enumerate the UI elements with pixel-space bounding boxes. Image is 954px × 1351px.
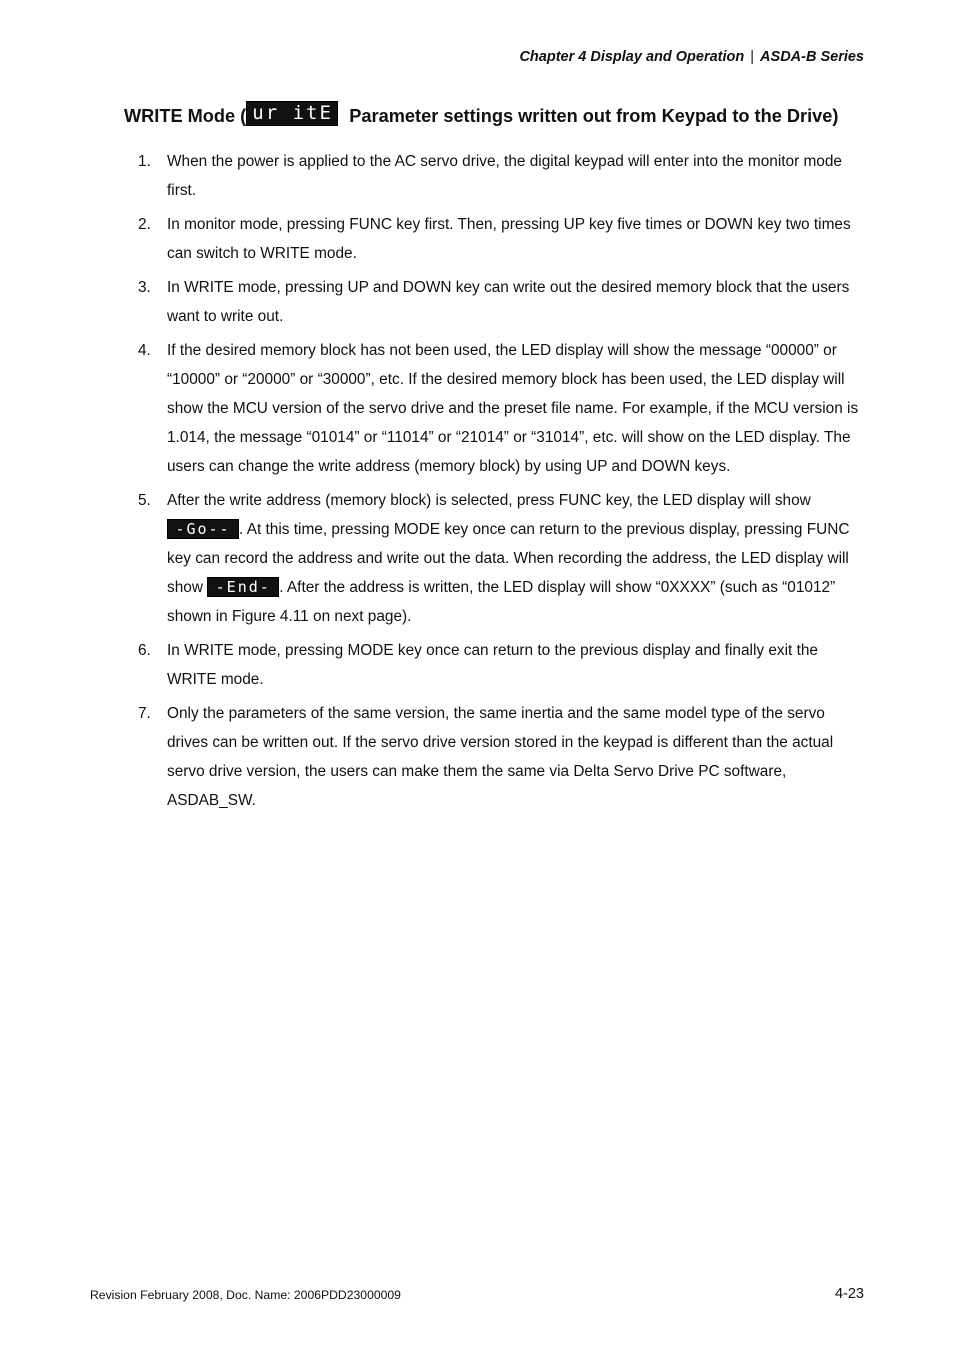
step-number: 6. [138,642,151,659]
list-item [124,699,866,815]
step-text: When the power is applied to the AC servo drive, the digital keypad will enter into the monitor mode first. [167,153,842,199]
step-text: In WRITE mode, pressing MODE key once can return to the previous display and finally exit the WRITE mode. [167,642,818,688]
step-number: 4. [138,342,151,359]
step-text: Only the parameters of the same version, the same inertia and the same model type of the servo drives can be written out. If the servo drive version stored in the keypad is different than the actual servo drive version, the users can make them the same via Delta Servo Drive PC software, ASDAB_SW. [167,705,834,809]
step-text-part2: . At this time, pressing MODE key once can return to the previous display, pressing FUNC key can record the address and write out the data. When recording the address, the LED display will show [167,521,850,596]
list-item [124,336,866,481]
page-number: 4-23 [834,1286,864,1302]
series-name: ASDA-B Series [760,49,864,65]
step-number: 2. [138,216,151,233]
led-go-display: -Go-- [167,519,239,539]
list-item [124,273,866,331]
step-number: 7. [138,705,151,722]
header-separator: | [750,49,755,65]
list-item [124,147,866,205]
list-item [124,636,866,694]
step-text: If the desired memory block has not been used, the LED display will show the message “00000” or “10000” or “20000” or “30000”, etc. If the desired memory block has been used, the LED display will show the MCU version of the servo drive and the preset file name. For example, if the MCU version is 1.014, the message “01014” or “11014” or “21014” or “31014”, etc. will show on the LED display. The users can change the write address (memory block) by using UP and DOWN keys. [167,342,859,475]
steps-list [124,147,866,820]
section-title [124,102,839,127]
running-header [519,49,864,65]
step-text-part1: After the write address (memory block) is selected, press FUNC key, the LED display will show [167,492,811,509]
list-item [124,486,866,631]
title-prefix: WRITE Mode ( [124,106,247,126]
step-number: 3. [138,279,151,296]
chapter-title: Chapter 4 Display and Operation [519,49,745,65]
step-text: In monitor mode, pressing FUNC key first. Then, pressing UP key five times or DOWN key two times can switch to WRITE mode. [167,216,851,262]
step-number: 5. [138,492,151,509]
led-write-display: ur itE [246,101,338,126]
step-number: 1. [138,153,151,170]
title-suffix: Parameter settings written out from Keypad to the Drive) [344,106,839,126]
list-item [124,210,866,268]
step-text-part3: . After the address is written, the LED display will show “0XXXX” (such as “01012” shown in Figure 4.11 on next page). [167,579,836,625]
led-end-display: -End- [207,577,279,597]
footer-revision: Revision February 2008, Doc. Name: 2006PDD23000009 [90,1288,401,1302]
step-text: In WRITE mode, pressing UP and DOWN key can write out the desired memory block that the users want to write out. [167,279,850,325]
